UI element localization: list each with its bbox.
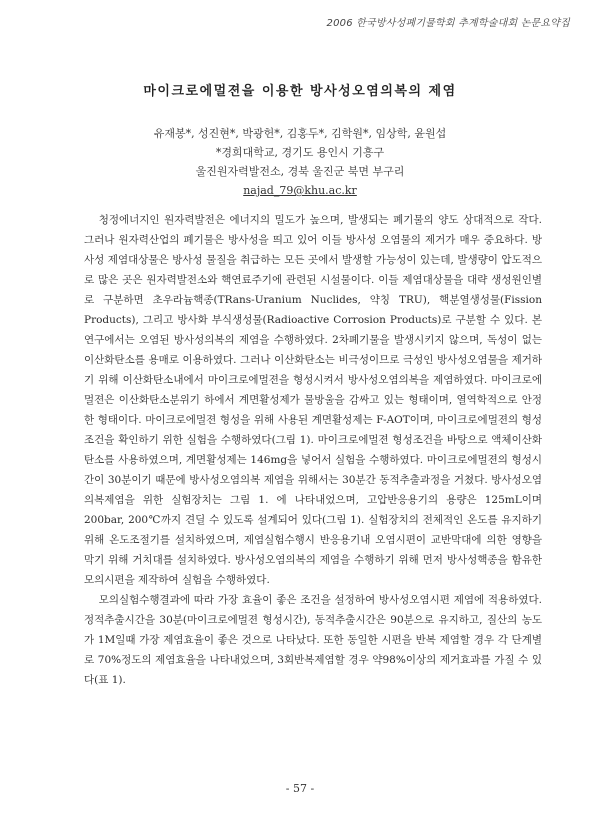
body-paragraph: 모의실험수행결과에 따라 가장 효율이 좋은 조건을 설정하여 방사성오염시편 제염에 적용하였다. 정적추출시간을 30분(마이크로에멀젼 형성시간), 동적추출시간은 90분으로 유지하고, 질산의 농도가 1M일때 가장 제염효율이 좋은 것으로 나타났다. 또한 동일한 시편을 반복 제염할 경우 각 단계별로 70%정도의 제염효율을 나타내었으며, 3회반복제염할 경우 약98%이상의 제거효과를 가질 수 있다(표 1). [84,594,542,686]
abstract-body [84,210,542,690]
running-header: 2006 한국방사성폐기물학회 추계학술대회 논문요약집 [326,18,570,29]
paper-title: 마이크로에멀젼을 이용한 방사성오염의복의 제염 [143,84,457,99]
author-list: 유재봉*, 성진현*, 박광헌*, 김홍두*, 김학원*, 임상학, 윤원섭 [153,127,447,140]
affiliation-secondary: 울진원자력발전소, 경북 울진군 북면 부구리 [195,165,405,178]
affiliation-primary: *경희대학교, 경기도 용인시 기흥구 [215,146,385,159]
byline [0,124,600,200]
body-paragraph: 청정에너지인 원자력발전은 에너지의 밀도가 높으며, 발생되는 폐기물의 양도 상대적으로 작다. 그러나 원자력산업의 폐기물은 방사성을 띄고 있어 이들 방사성 오염물의 제거가 매우 중요하다. 방사성 제염대상물은 방사성 물질을 취급하는 모든 곳에서 발생할 가능성이 있는데, 발생량이 압도적으로 많은 곳은 원자력발전소와 핵연료주기에 관련된 시설물이다. 이들 제염대상물을 대략 생성원인별로 구분하면 초우라늄핵종(TRans-Uranium Nuclides, 약칭 TRU), 핵분열생성물(Fission Products), 그리고 방사화 부식생성물(Radioactive Corrosion Products)로 구분할 수 있다. 본 연구에서는 오염된 방사성의복의 제염을 수행하였다. 2차폐기물을 발생시키지 않으며, 독성이 없는 이산화탄소를 용매로 이용하였다. 그러나 이산화탄소는 비극성이므로 극성인 방사성오염물을 제거하기 위해 이산화탄소내에서 마이크로에멀젼을 형성시켜서 방사성오염의복을 제염하였다. 마이크로에멀젼은 이산화탄소분위기 하에서 계면활성제가 물방울을 감싸고 있는 형태이며, 열역학적으로 안정한 형태이다. 마이크로에멀젼 형성을 위해 사용된 계면활성제는 F-AOT이며, 마이크로에멀젼의 형성조건을 확인하기 위한 실험을 수행하였다(그림 1). 마이크로에멀젼 형성조건을 바탕으로 액체이산화탄소를 사용하였으며, 계면활성제는 146mg을 넣어서 실험을 수행하였다. 마이크로에멀젼의 형성시간이 30분이기 때문에 방사성오염의복 제염을 위해서는 30분간 동적추출과정을 거쳤다. 방사성오염의복제염을 위한 실험장치는 그림 1. 에 나타내었으며, 고압반응용기의 용량은 125mL이며 200bar, 200℃까지 견딜 수 있도록 설계되어 있다(그림 1). 실험장치의 전체적인 온도를 유지하기 위해 온도조절기를 설치하였으며, 제염실험수행시 반응용기내 오염시편이 교반막대에 의한 영향을 막기 위해 거치대를 설치하였다. 방사성오염의복의 제염을 수행하기 위해 먼저 방사성핵종을 함유한 모의시편을 제작하여 실험을 수행하였다. [84,214,542,586]
author-email-link[interactable]: najad_79@khu.ac.kr [243,184,357,197]
page-number: - 57 - [285,782,315,795]
